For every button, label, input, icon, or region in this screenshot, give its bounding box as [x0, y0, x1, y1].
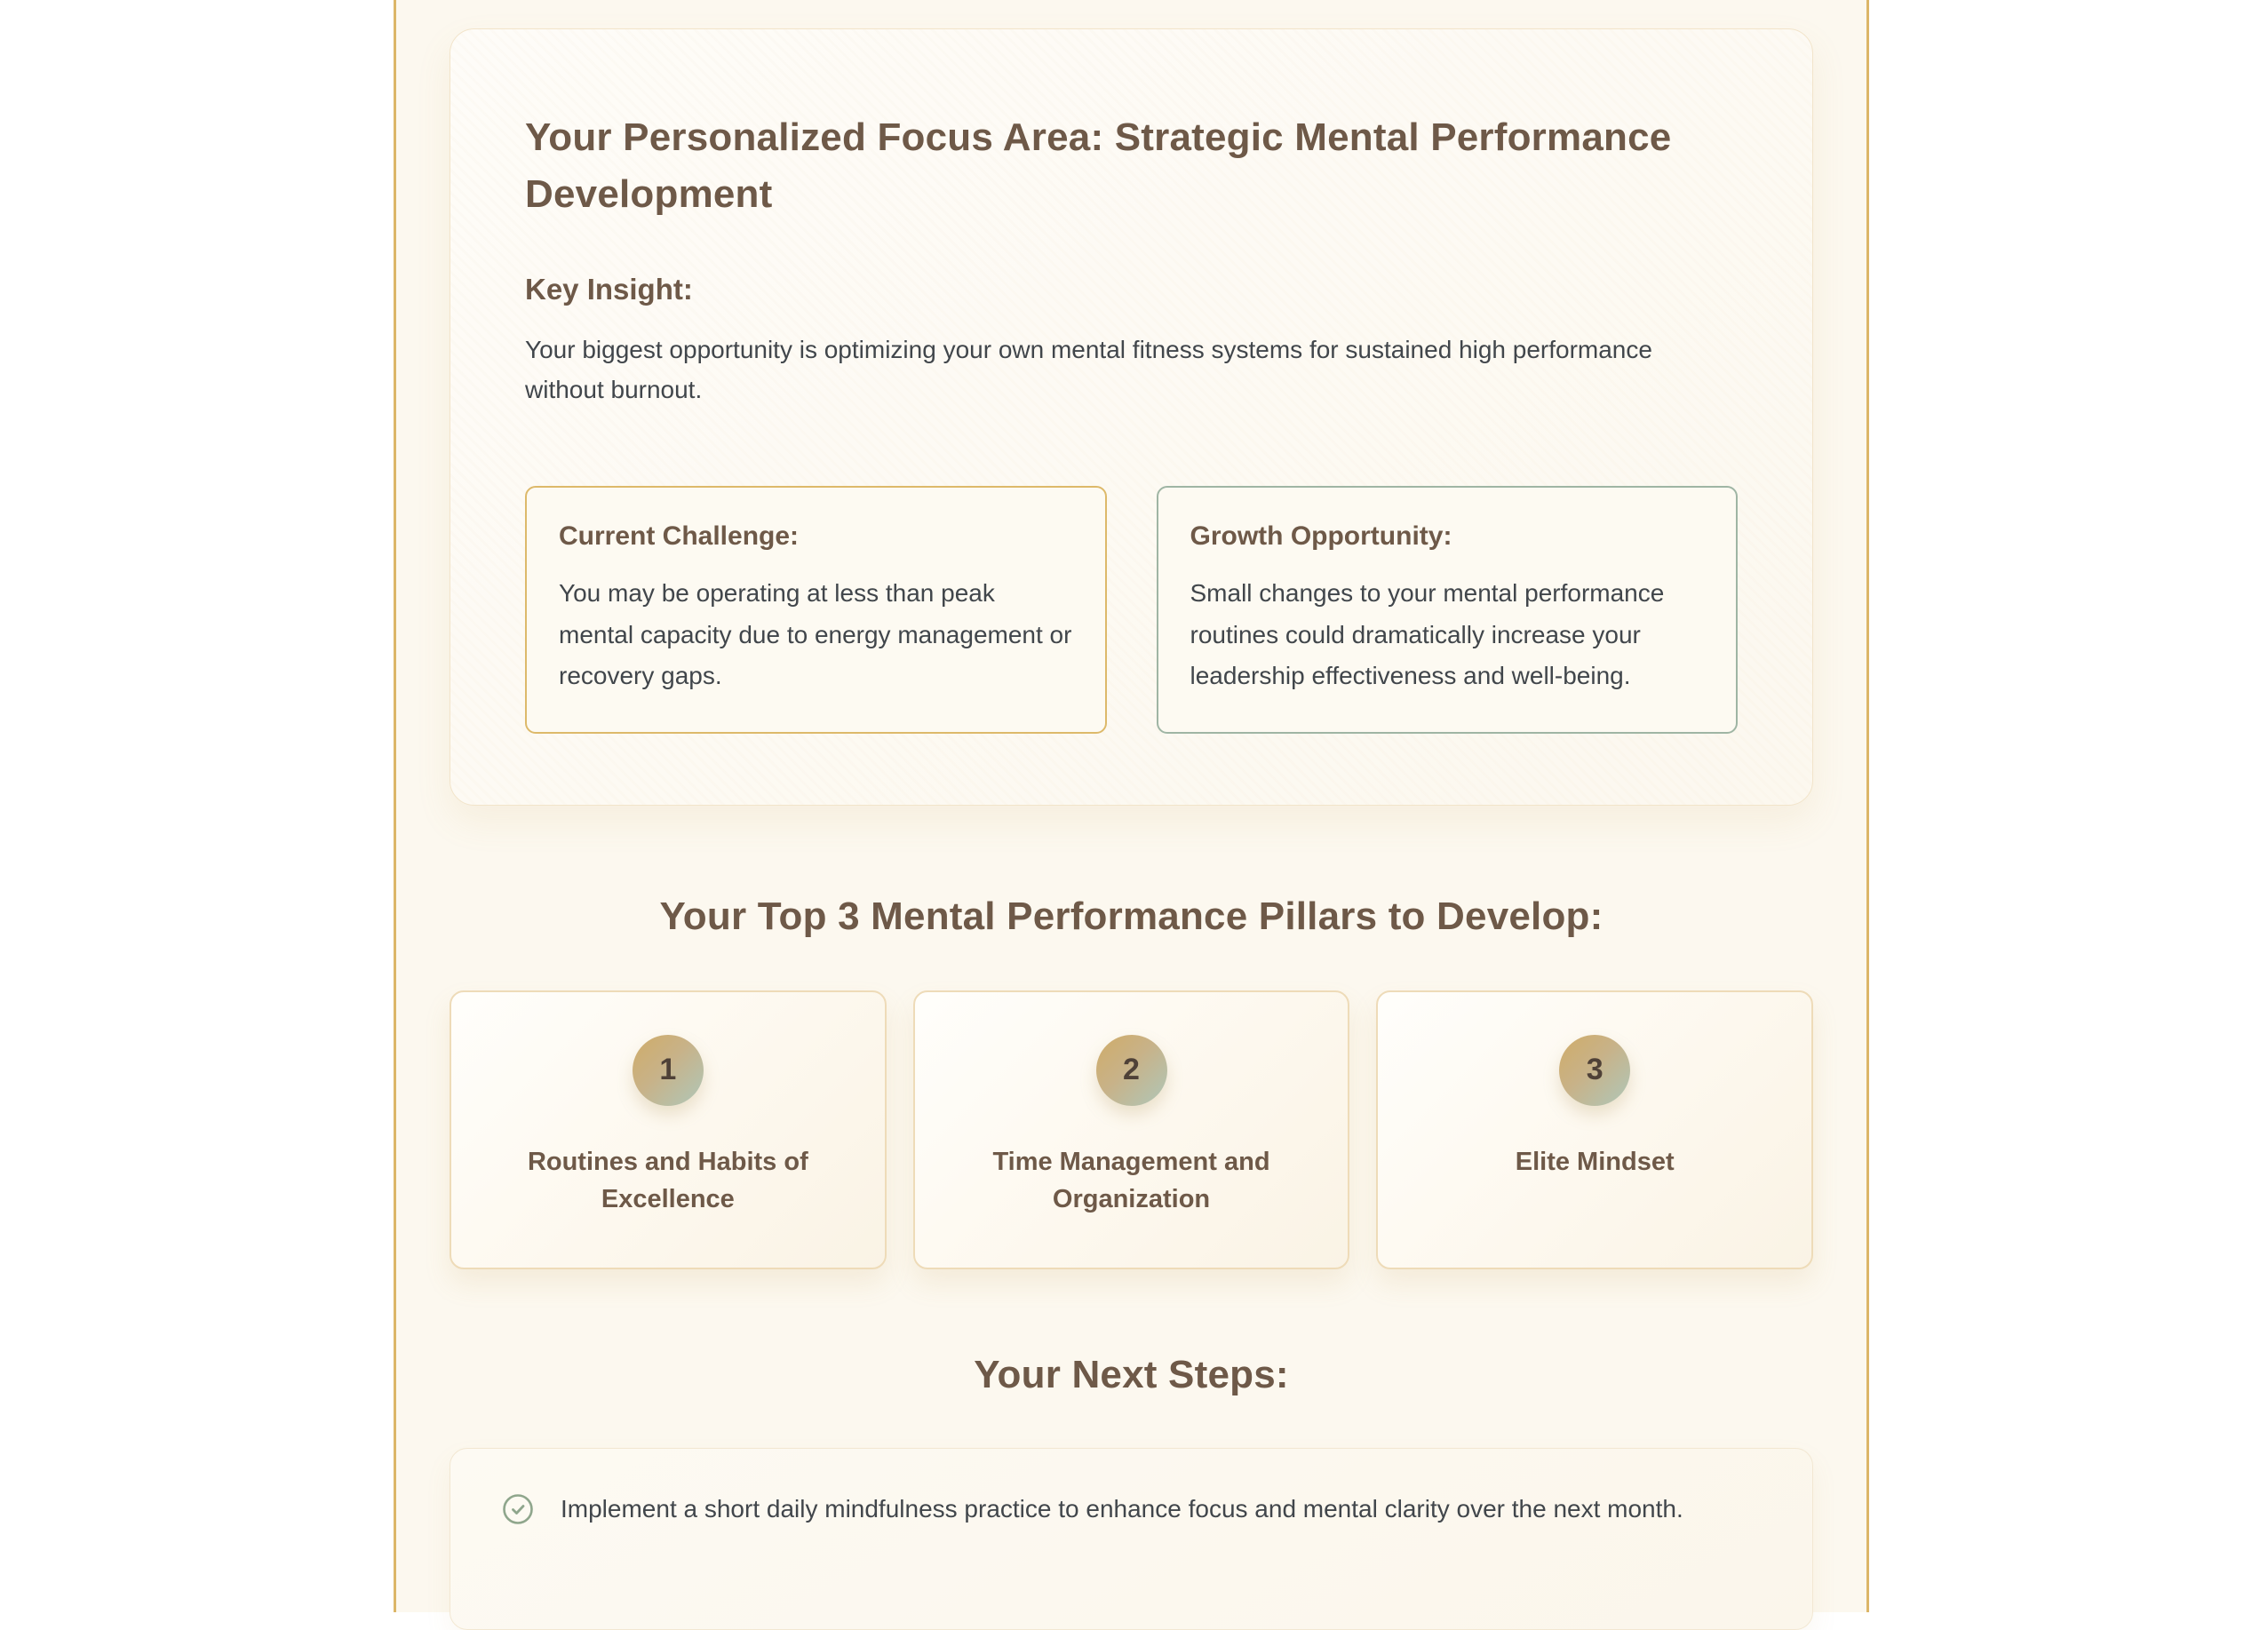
- pillar-number-badge: [633, 1035, 704, 1106]
- current-challenge-text: You may be operating at less than peak mental capacity due to energy management or recovery gaps.: [559, 579, 1072, 689]
- current-challenge-card: [525, 486, 1107, 734]
- pillar-card-2: [913, 990, 1350, 1269]
- pillar-number-badge: [1096, 1035, 1167, 1106]
- pillars-heading: Your Top 3 Mental Performance Pillars to Develop:: [659, 894, 1604, 938]
- growth-opportunity-text: Small changes to your mental performance routines could dramatically increase your leadership effectiveness and well-being.: [1190, 579, 1665, 689]
- key-insight-text: Your biggest opportunity is optimizing your own mental fitness systems for sustained high performance without burnout.: [525, 335, 1652, 403]
- next-steps-heading: Your Next Steps:: [974, 1352, 1289, 1396]
- pillar-label: Elite Mindset: [1515, 1147, 1675, 1176]
- growth-opportunity-label: Growth Opportunity:: [1190, 521, 1452, 552]
- pillar-label: Time Management and Organization: [992, 1147, 1270, 1213]
- current-challenge-label: Current Challenge:: [559, 521, 800, 552]
- pillar-number: 1: [659, 1053, 677, 1087]
- pillar-number: 3: [1586, 1053, 1604, 1087]
- key-insight-label: Key Insight:: [525, 272, 693, 306]
- focus-area-title: Your Personalized Focus Area: Strategic Mental Performance Development: [525, 115, 1672, 216]
- growth-opportunity-card: [1157, 486, 1739, 734]
- pillar-label: Routines and Habits of Excellence: [527, 1147, 808, 1213]
- next-step-card: [450, 1448, 1813, 1630]
- challenge-opportunity-row: [525, 486, 1738, 734]
- focus-area-card: [450, 28, 1813, 806]
- pillar-number: 2: [1123, 1053, 1140, 1087]
- next-step-text: Implement a short daily mindfulness practice to enhance focus and mental clarity over the next month.: [561, 1494, 1683, 1523]
- check-circle-icon: [502, 1493, 534, 1530]
- report-content-column: [394, 0, 1869, 1612]
- pillar-card-1: [450, 990, 887, 1269]
- pillar-card-3: [1376, 990, 1813, 1269]
- pillars-row: [450, 990, 1813, 1269]
- pillar-number-badge: [1559, 1035, 1630, 1106]
